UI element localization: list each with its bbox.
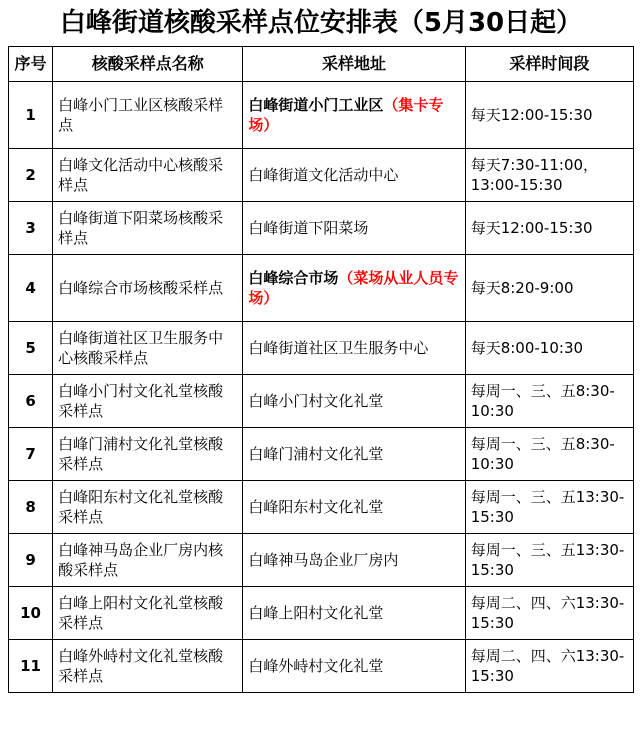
cell-site-name: 白峰上阳村文化礼堂核酸采样点 (53, 587, 243, 640)
cell-sequence-number: 1 (9, 82, 53, 149)
column-header-address: 采样地址 (243, 47, 465, 82)
table-body (9, 82, 634, 693)
address-main-text: 白峰街道社区卫生服务中心 (248, 339, 429, 357)
cell-site-address (243, 255, 465, 322)
cell-sampling-time: 每天8:20-9:00 (465, 255, 633, 322)
column-header-no: 序号 (9, 47, 53, 82)
table-row (9, 640, 634, 693)
cell-site-name: 白峰阳东村文化礼堂核酸采样点 (53, 481, 243, 534)
cell-site-name: 白峰外峙村文化礼堂核酸采样点 (53, 640, 243, 693)
table-row (9, 149, 634, 202)
table-header (9, 47, 634, 82)
cell-sampling-time: 每天7:30-11:00，13:00-15:30 (465, 149, 633, 202)
cell-sequence-number: 2 (9, 149, 53, 202)
column-header-name: 核酸采样点名称 (53, 47, 243, 82)
table-row (9, 255, 634, 322)
cell-sampling-time: 每天12:00-15:30 (465, 202, 633, 255)
cell-sequence-number: 4 (9, 255, 53, 322)
cell-sequence-number: 6 (9, 375, 53, 428)
address-main-text: 白峰街道文化活动中心 (248, 166, 399, 184)
cell-sequence-number: 10 (9, 587, 53, 640)
cell-sampling-time: 每周一、三、五8:30-10:30 (465, 428, 633, 481)
table-row (9, 375, 634, 428)
table-row (9, 428, 634, 481)
cell-sampling-time: 每周一、三、五13:30-15:30 (465, 481, 633, 534)
cell-site-address (243, 149, 465, 202)
cell-site-address (243, 322, 465, 375)
cell-sampling-time: 每周一、三、五13:30-15:30 (465, 534, 633, 587)
table-row (9, 82, 634, 149)
address-main-text: 白峰街道下阳菜场 (248, 219, 369, 237)
address-main-text: 白峰综合市场 (248, 269, 339, 287)
table-row (9, 481, 634, 534)
cell-site-name: 白峰综合市场核酸采样点 (53, 255, 243, 322)
table-row (9, 202, 634, 255)
table-header-row (9, 47, 634, 82)
cell-sequence-number: 7 (9, 428, 53, 481)
cell-site-name: 白峰街道下阳菜场核酸采样点 (53, 202, 243, 255)
cell-site-address (243, 428, 465, 481)
address-main-text: 白峰外峙村文化礼堂 (248, 657, 384, 675)
cell-site-address (243, 202, 465, 255)
cell-site-name: 白峰神马岛企业厂房内核酸采样点 (53, 534, 243, 587)
cell-sequence-number: 9 (9, 534, 53, 587)
address-main-text: 白峰神马岛企业厂房内 (248, 551, 399, 569)
cell-sequence-number: 8 (9, 481, 53, 534)
cell-sampling-time: 每周一、三、五8:30-10:30 (465, 375, 633, 428)
sampling-site-schedule-table (8, 46, 634, 693)
cell-site-name: 白峰小门村文化礼堂核酸采样点 (53, 375, 243, 428)
cell-sampling-time: 每天12:00-15:30 (465, 82, 633, 149)
cell-site-address (243, 375, 465, 428)
cell-site-address (243, 82, 465, 149)
cell-site-address (243, 534, 465, 587)
address-main-text: 白峰上阳村文化礼堂 (248, 604, 384, 622)
address-main-text: 白峰小门村文化礼堂 (248, 392, 384, 410)
cell-sampling-time: 每天8:00-10:30 (465, 322, 633, 375)
cell-site-name: 白峰文化活动中心核酸采样点 (53, 149, 243, 202)
address-note-text: （菜场从业人员专场） (248, 269, 459, 307)
address-main-text: 白峰门浦村文化礼堂 (248, 445, 384, 463)
table-row (9, 322, 634, 375)
table-row (9, 534, 634, 587)
cell-sequence-number: 11 (9, 640, 53, 693)
cell-site-name: 白峰小门工业区核酸采样点 (53, 82, 243, 149)
cell-sampling-time: 每周二、四、六13:30-15:30 (465, 587, 633, 640)
address-main-text: 白峰街道小门工业区 (248, 96, 384, 114)
cell-site-address (243, 481, 465, 534)
address-note-text: （集卡专场） (248, 96, 444, 134)
table-row (9, 587, 634, 640)
cell-sequence-number: 5 (9, 322, 53, 375)
page-title: 白峰街道核酸采样点位安排表（5月30日起） (59, 8, 583, 38)
cell-sampling-time: 每周二、四、六13:30-15:30 (465, 640, 633, 693)
cell-site-address (243, 587, 465, 640)
cell-sequence-number: 3 (9, 202, 53, 255)
cell-site-address (243, 640, 465, 693)
cell-site-name: 白峰街道社区卫生服务中心核酸采样点 (53, 322, 243, 375)
cell-site-name: 白峰门浦村文化礼堂核酸采样点 (53, 428, 243, 481)
column-header-time: 采样时间段 (465, 47, 633, 82)
address-main-text: 白峰阳东村文化礼堂 (248, 498, 384, 516)
